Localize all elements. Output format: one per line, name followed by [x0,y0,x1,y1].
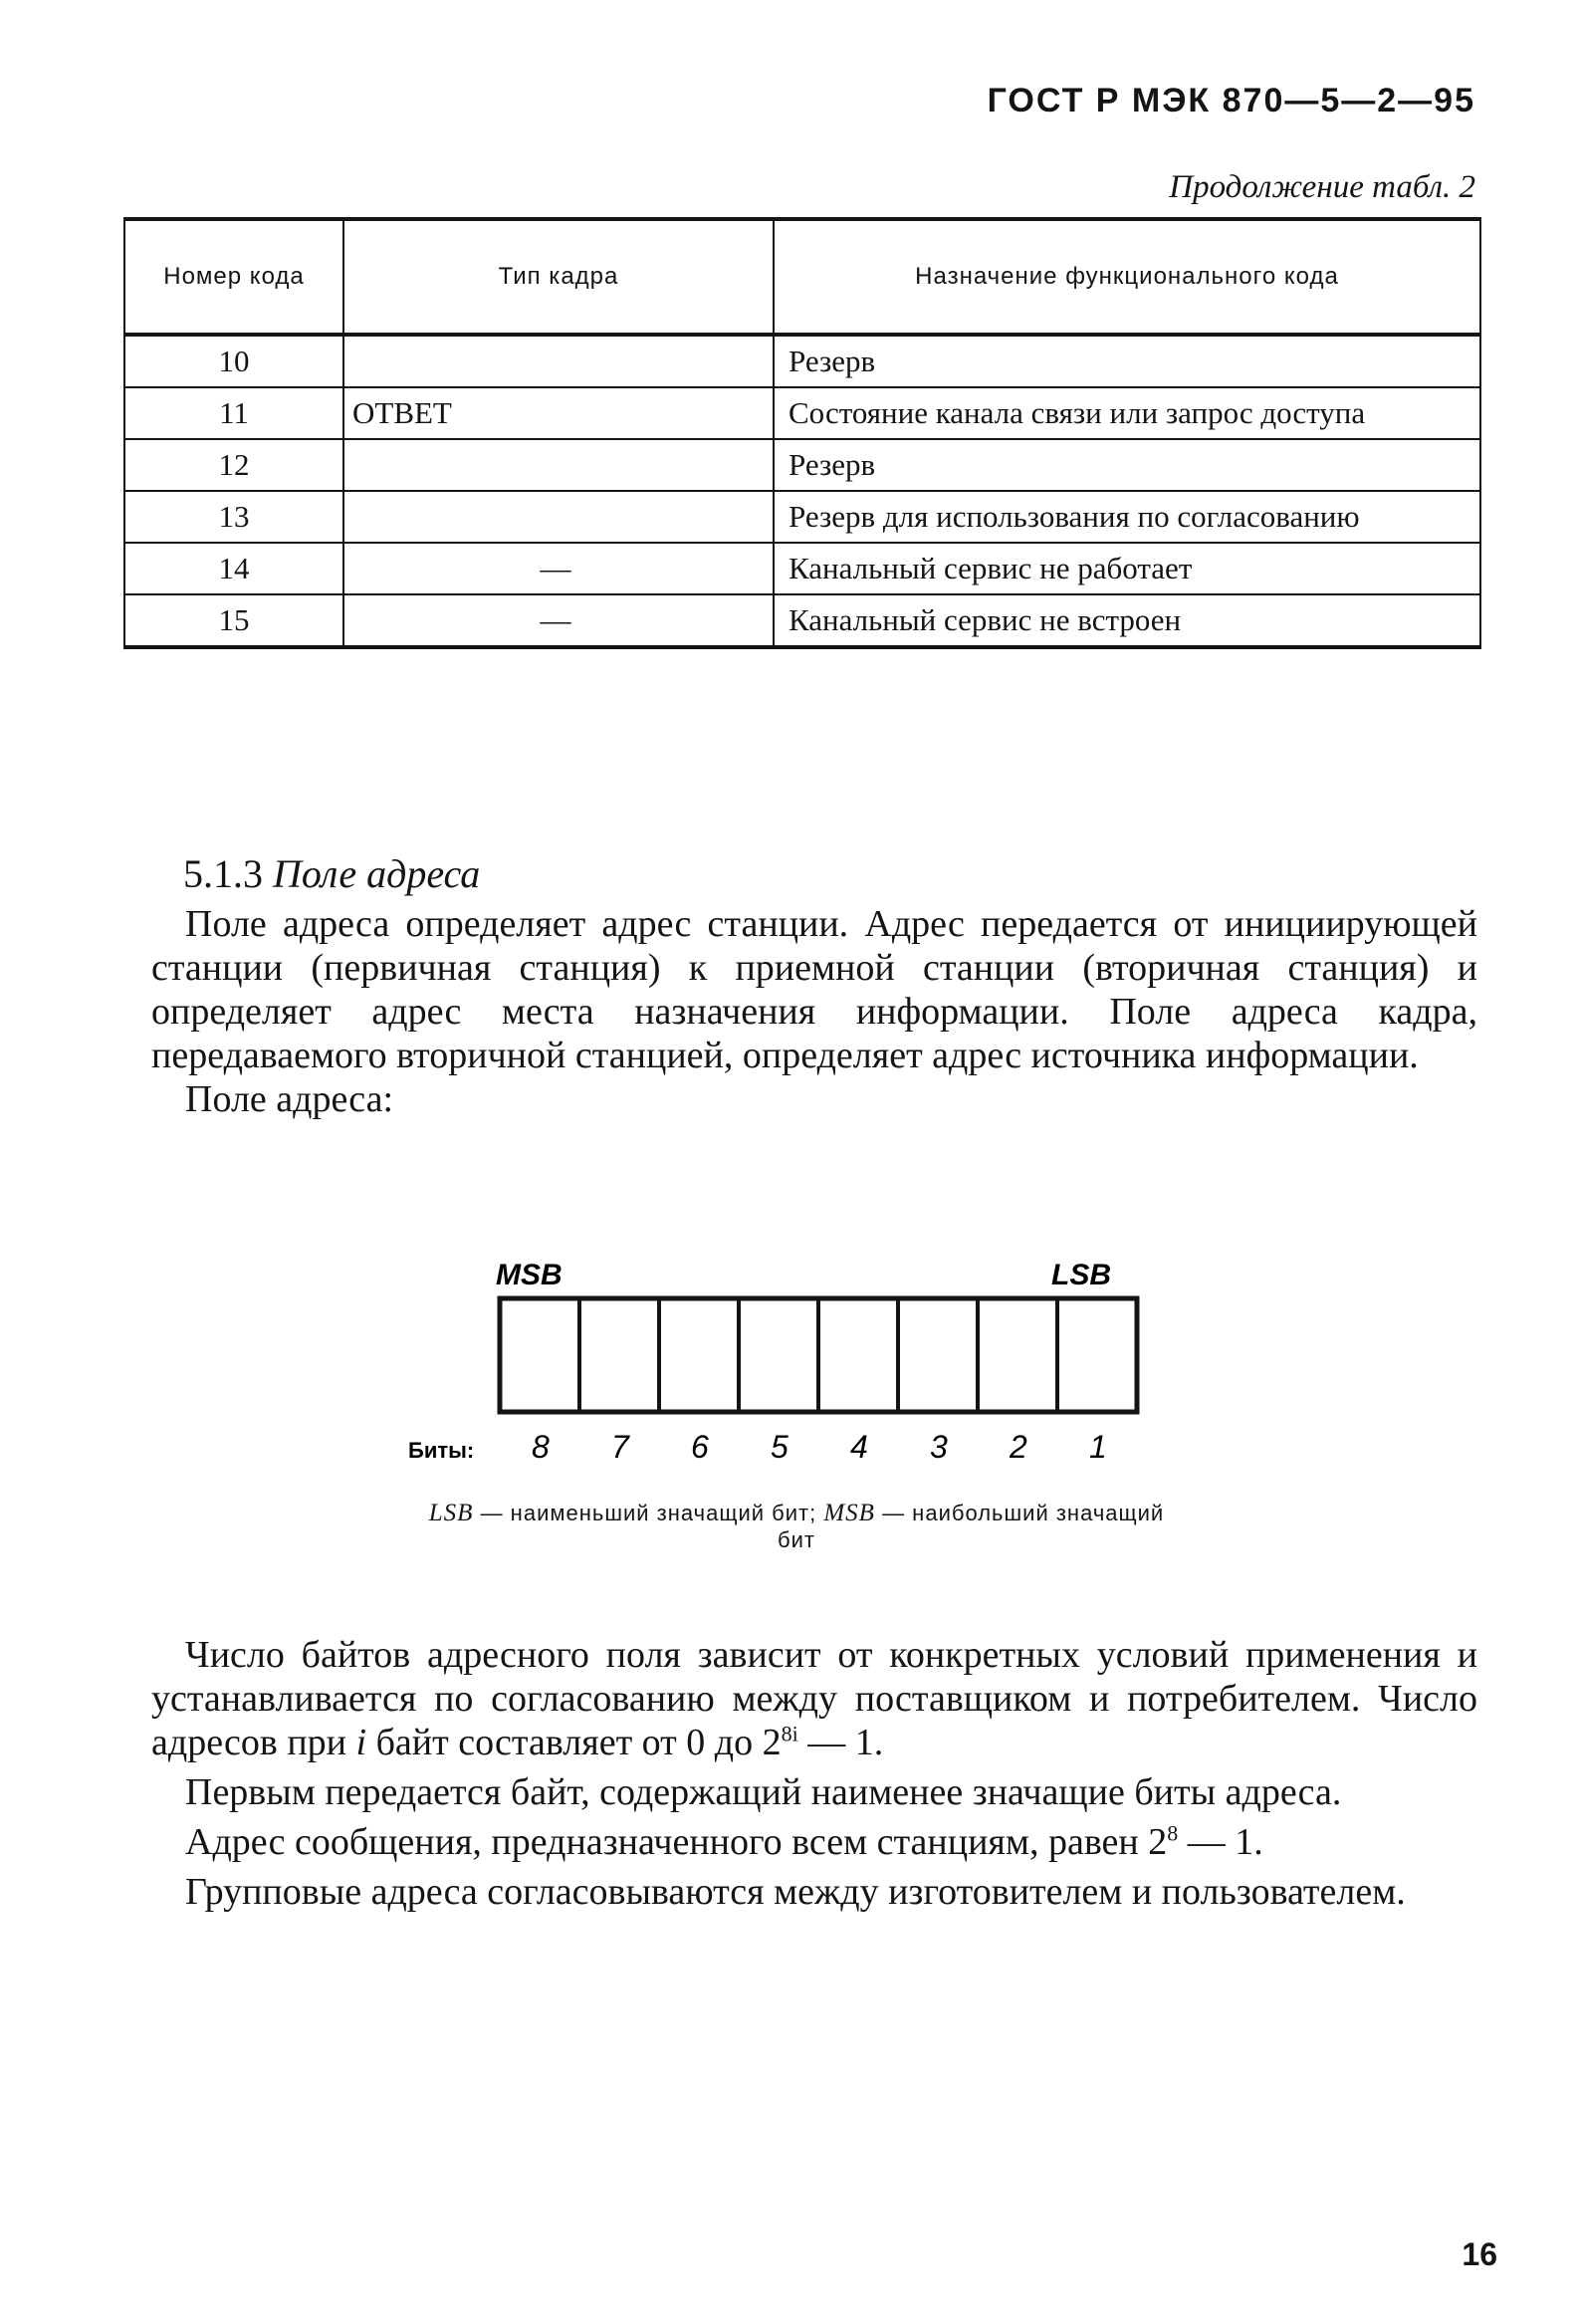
purpose-cell: Резерв для использования по согласованию [774,491,1480,543]
column-header-frame-type: Тип кадра [343,219,774,335]
section-number: 5.1.3 [183,851,263,896]
lsb-abbreviation: LSB [428,1500,474,1526]
table-row [124,594,1480,647]
broadcast-exponent: 8 [1167,1820,1179,1846]
frame-type-cell [343,335,774,387]
section-heading [183,850,480,897]
bit-number: 8 [532,1429,550,1465]
purpose-cell: Резерв [774,439,1480,491]
code-cell: 15 [124,594,343,647]
function-code-table [123,217,1481,649]
code-cell: 10 [124,335,343,387]
byte-count-exponent: 8i [781,1721,798,1746]
msb-label: MSB [496,1259,563,1291]
bit-number: 3 [930,1429,948,1465]
msb-abbreviation: MSB [823,1500,875,1526]
table-header-row [124,219,1480,335]
lsb-label: LSB [1051,1259,1111,1291]
paragraph-group-addresses: Групповые адреса согласовываются между изготовителем и пользователем. [185,1871,1406,1913]
lsb-definition: — наименьший значащий бит; [473,1501,824,1525]
column-header-purpose: Назначение функционального кода [774,219,1480,335]
bit-number: 5 [771,1429,789,1465]
code-cell: 11 [124,387,343,439]
bit-number: 2 [1010,1429,1027,1465]
bit-number: 6 [691,1429,709,1465]
frame-type-cell [343,491,774,543]
bit-number: 7 [611,1429,629,1465]
bit-number: 1 [1089,1429,1107,1465]
figure-caption [428,1500,1165,1553]
address-field-diagram [408,1245,1185,1484]
purpose-cell: Состояние канала связи или запрос доступа [774,387,1480,439]
msb-definition: — наибольший значащий бит [778,1501,1165,1552]
bits-label: Биты: [408,1438,475,1463]
broadcast-text-start: Адрес сообщения, предназначенного всем станциям, равен 2 [185,1821,1168,1863]
broadcast-text-end: — 1. [1178,1821,1263,1863]
purpose-cell: Канальный сервис не работает [774,543,1480,594]
byte-count-text-end: — 1. [797,1722,884,1763]
frame-type-cell [343,439,774,491]
bit-boxes [500,1298,1137,1412]
code-cell: 14 [124,543,343,594]
table-row [124,491,1480,543]
byte-count-text-start: Число байтов адресного поля зависит от конкретных условий применения и устанавливается по согласованию между поставщиком и потребителем. Число адресов при [151,1634,1477,1763]
frame-type-cell: — [343,594,774,647]
section-title: Поле адреса [273,851,481,896]
frame-type-cell: ОТВЕТ [343,387,774,439]
paragraph-address-field: Поле адреса определяет адрес станции. Адрес передается от инициирующей станции (первичная станция) к приемной станции (вторичная станция) и определяет адрес места назначения информации. Поле адреса кадра, передаваемого вторичной станцией, определяет адрес источника информации. [151,903,1477,1076]
paragraph-byte-order: Первым передается байт, содержащий наименее значащие биты адреса. [185,1771,1342,1813]
address-details [151,1633,1477,1920]
document-header: ГОСТ Р МЭК 870—5—2—95 [987,82,1475,119]
paragraph-byte-count [151,1633,1477,1764]
byte-count-variable: i [355,1722,367,1763]
paragraph-broadcast-address [151,1820,1477,1864]
purpose-cell: Резерв [774,335,1480,387]
bit-number: 4 [850,1429,868,1465]
table-continuation-caption: Продолжение табл. 2 [1169,169,1475,205]
table-row [124,543,1480,594]
table-row [124,439,1480,491]
byte-count-text-middle: байт составляет от 0 до 2 [366,1722,782,1763]
paragraph-address-field-label: Поле адреса: [185,1078,394,1120]
code-cell: 12 [124,439,343,491]
purpose-cell: Канальный сервис не встроен [774,594,1480,647]
table-row [124,387,1480,439]
column-header-code: Номер кода [124,219,343,335]
section-body [151,902,1477,1121]
frame-type-cell: — [343,543,774,594]
code-cell: 13 [124,491,343,543]
page-number: 16 [1462,2236,1497,2272]
table-row [124,335,1480,387]
